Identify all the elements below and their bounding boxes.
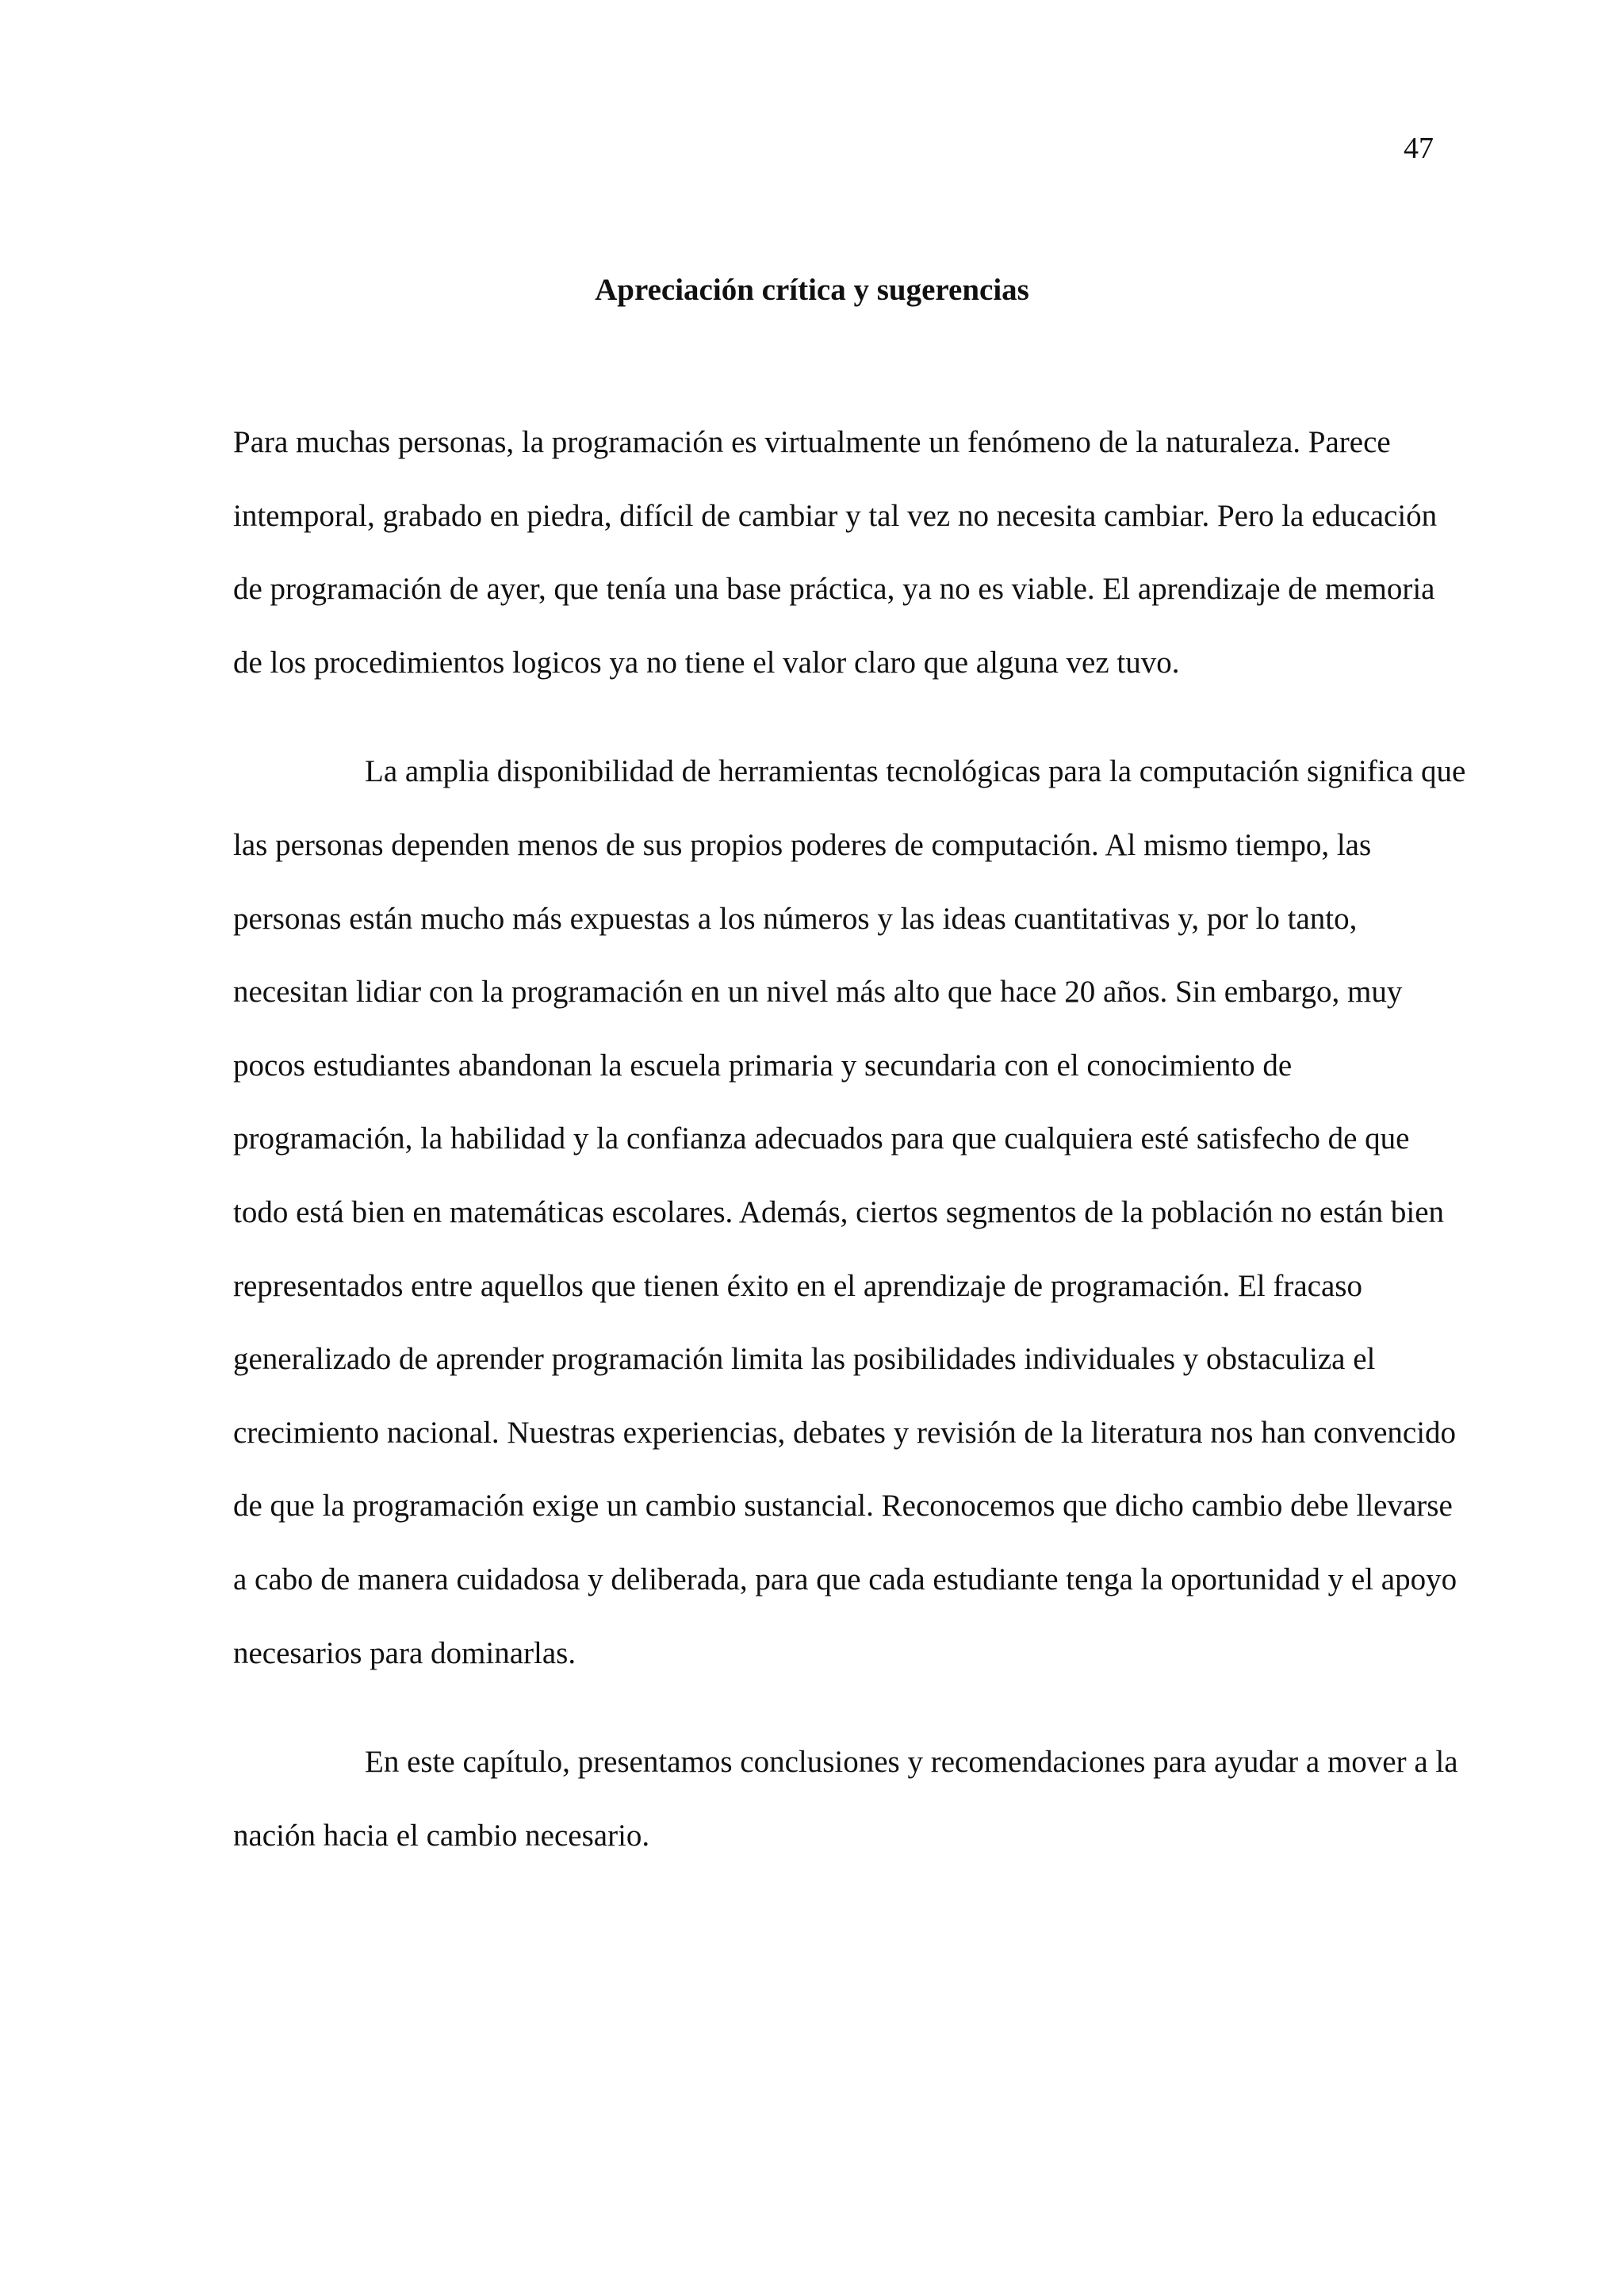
page-number: 47 bbox=[1404, 132, 1434, 165]
page-title: Apreciación crítica y sugerencias bbox=[595, 273, 1029, 307]
paragraph-main: La amplia disponibilidad de herramientas tecnológicas para la computación significa que las personas dependen menos de sus propios poderes de computación. Al mismo tiempo, las personas están mucho más expuestas a los números y las ideas cuantitativas y, por lo tanto, necesitan lidiar con la programación en un nivel más alto que hace 20 años. Sin embargo, muy pocos estudiantes abandonan la escuela primaria y secundaria con el conocimiento de programación, la habilidad y la confianza adecuados para que cualquiera esté satisfecho de que todo está bien en matemáticas escolares. Además, ciertos segmentos de la población no están bien representados entre aquellos que tienen éxito en el aprendizaje de programación. El fracaso generalizado de aprender programación limita las posibilidades individuales y obstaculiza el crecimiento nacional. Nuestras experiencias, debates y revisión de la literatura nos han convencido de que la programación exige un cambio sustancial. Reconocemos que dicho cambio debe llevarse a cabo de manera cuidadosa y deliberada, para que cada estudiante tenga la oportunidad y el apoyo necesarios para dominarlas. bbox=[233, 754, 1466, 1670]
paragraph-closing: En este capítulo, presentamos conclusiones y recomendaciones para ayudar a mover a la nación hacia el cambio necesario. bbox=[233, 1745, 1458, 1853]
body-text bbox=[233, 406, 1470, 1872]
paragraph-intro: Para muchas personas, la programación es virtualmente un fenómeno de la naturaleza. Parece intemporal, grabado en piedra, difícil de cambiar y tal vez no necesita cambiar. Pero la educación de programación de ayer, que tenía una base práctica, ya no es viable. El aprendizaje de memoria de los procedimientos logicos ya no tiene el valor claro que alguna vez tuvo. bbox=[233, 425, 1438, 680]
